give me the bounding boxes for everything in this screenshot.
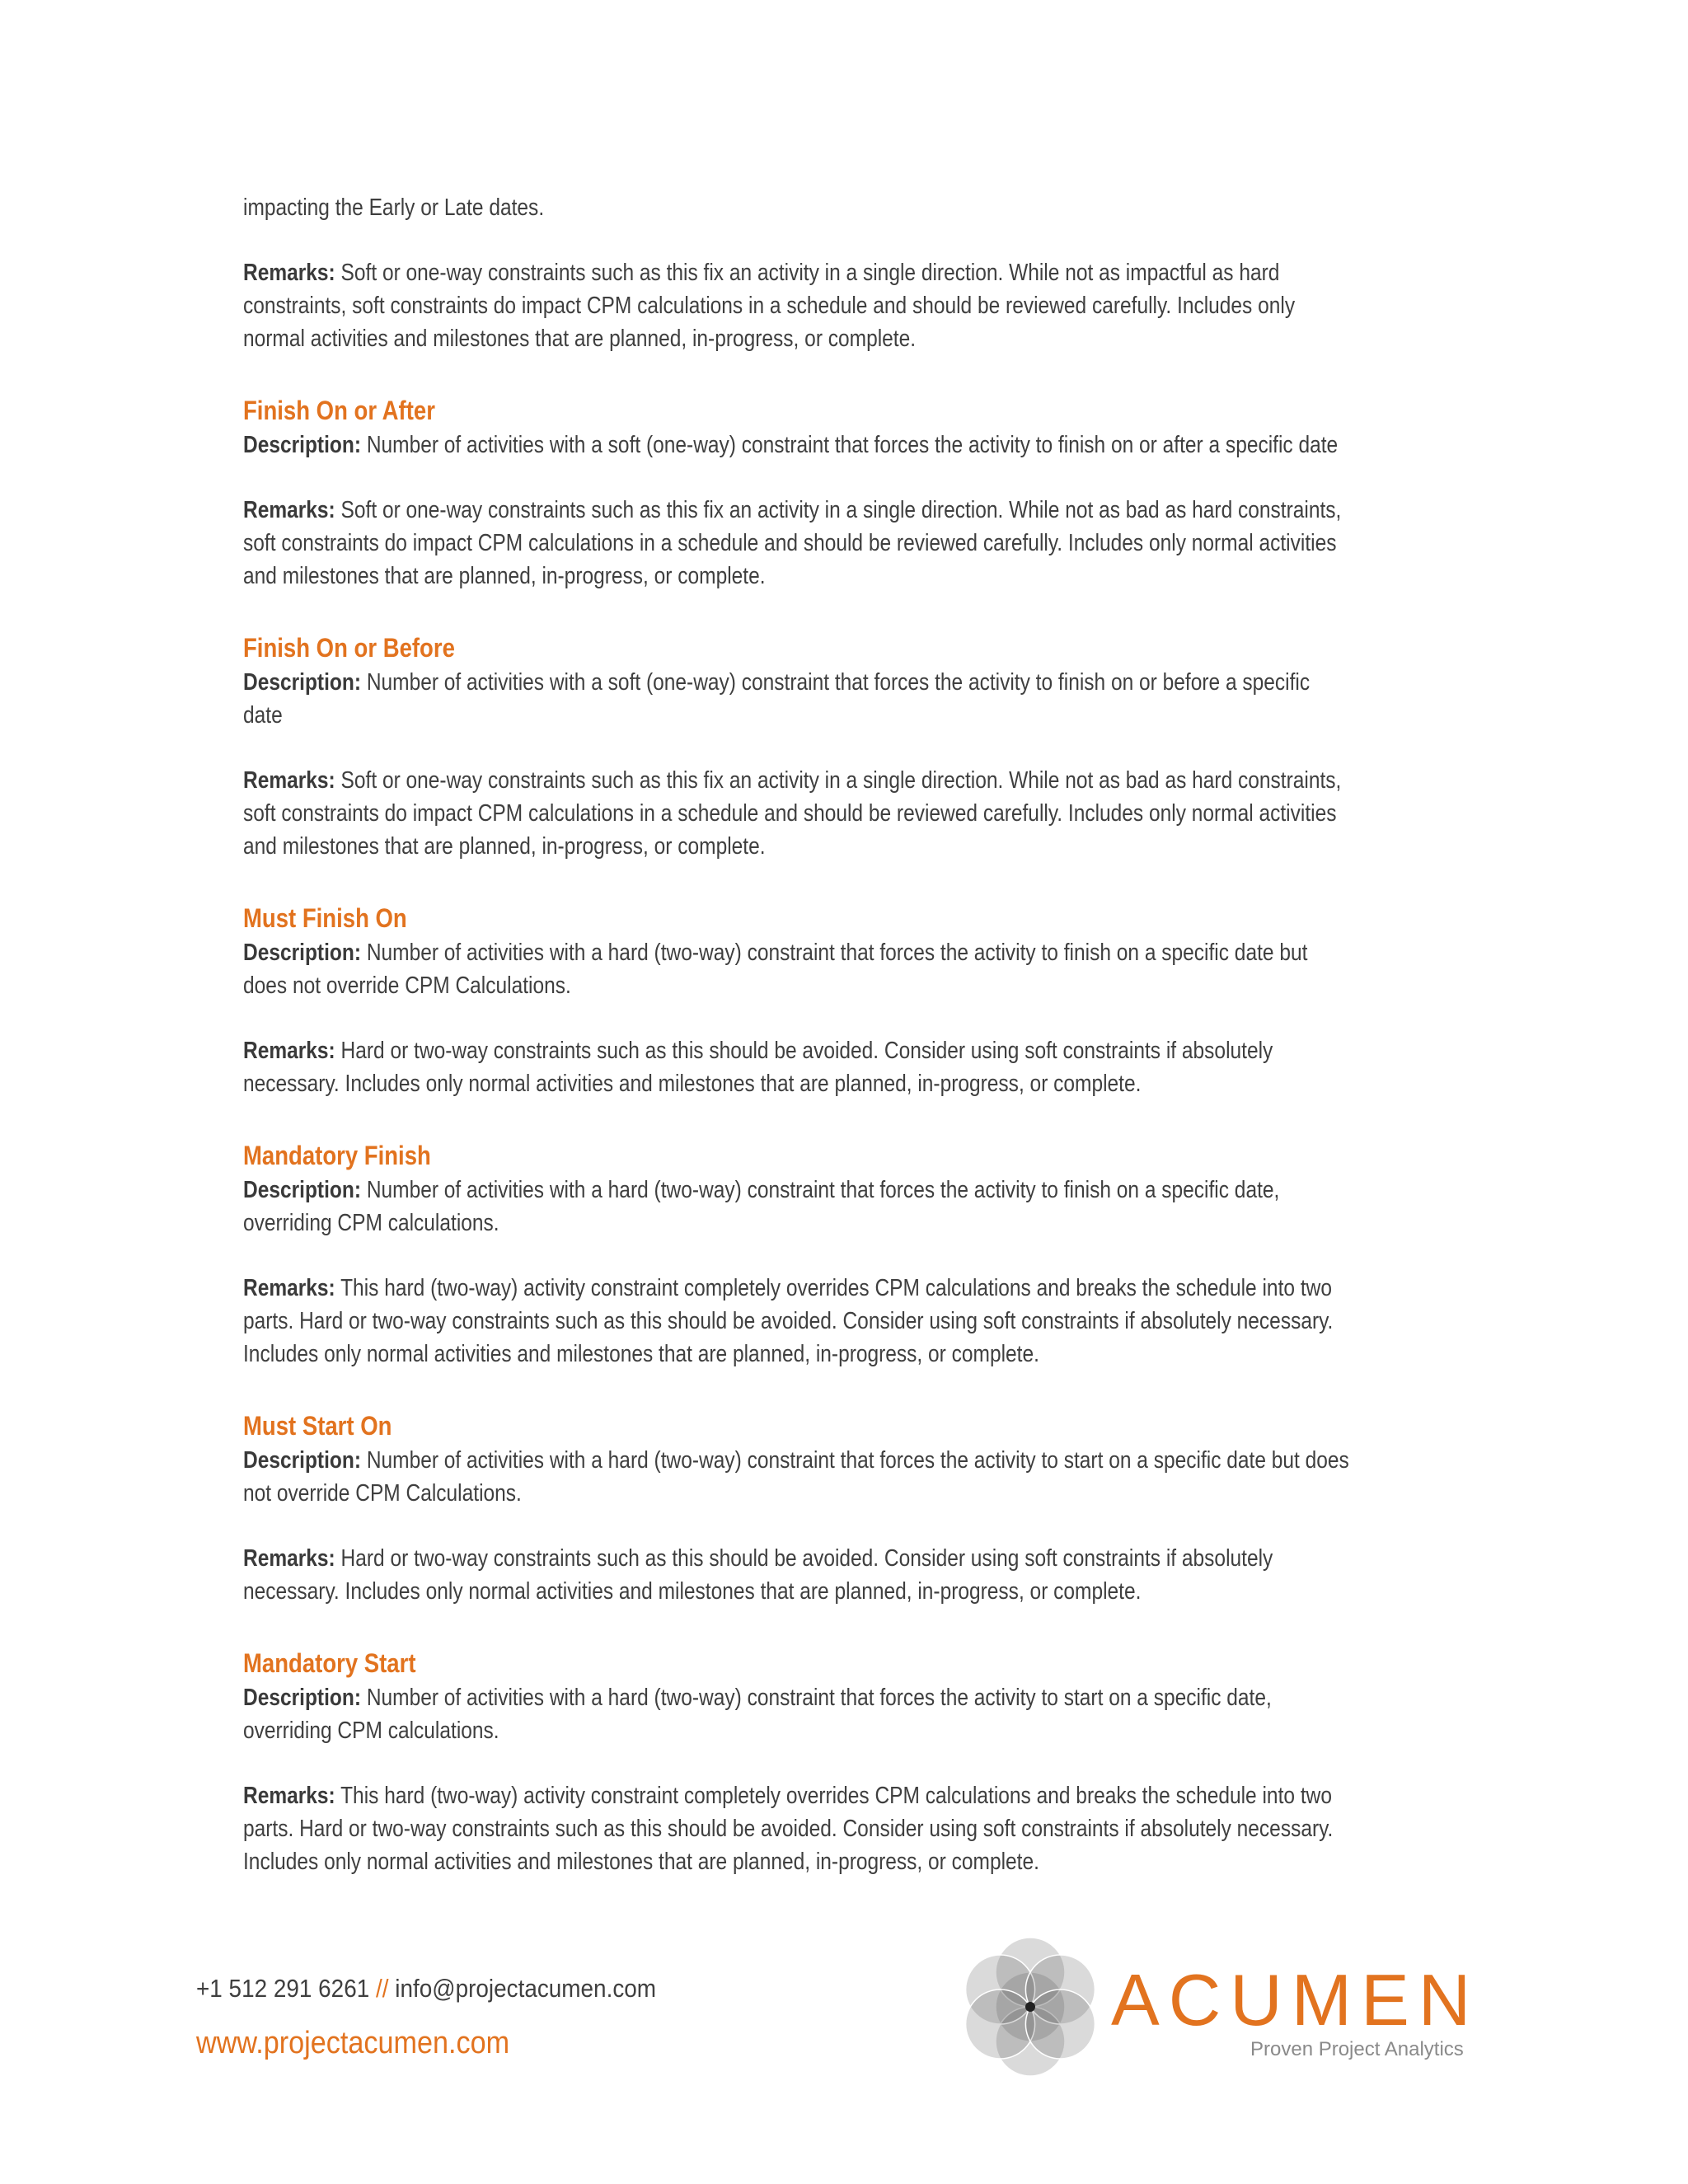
description-label: Description: — [243, 1447, 362, 1474]
intro-continuation: impacting the Early or Late dates. — [243, 194, 545, 221]
section-must-finish-on — [243, 902, 1496, 1100]
section-finish-on-or-after — [243, 394, 1496, 593]
section-remarks: Remarks: This hard (two-way) activity constraint completely overrides CPM calculations and breaks the schedule into two parts. Hard or two-way constraints such as this should be avoided. Consider using soft constraints if absolutely necessary. Includes only normal activities and milestones that are planned, in-progress, or complete. — [243, 1783, 1334, 1875]
section-mandatory-start — [243, 1647, 1496, 1878]
footer-email-link[interactable]: info@projectacumen.com — [395, 1974, 657, 2003]
section-description: Description: Number of activities with a hard (two-way) constraint that forces the activity to finish on a specific date but does not override CPM Calculations. — [243, 940, 1308, 999]
section-description: Description: Number of activities with a hard (two-way) constraint that forces the activity to start on a specific date, overriding CPM calculations. — [243, 1685, 1272, 1744]
description-label: Description: — [243, 1177, 362, 1203]
section-title: Mandatory Start — [243, 1648, 416, 1678]
section-finish-on-or-before — [243, 631, 1496, 863]
remarks-label: Remarks: — [243, 767, 335, 794]
remarks-label: Remarks: — [243, 497, 335, 523]
flower-of-life-logo-icon — [956, 1933, 1104, 2081]
section-description: Description: Number of activities with a hard (two-way) constraint that forces the activity to start on a specific date but does not override CPM Calculations. — [243, 1447, 1349, 1507]
remarks-label: Remarks: — [243, 1545, 335, 1572]
footer-separator: // — [375, 1974, 389, 2003]
section-description: Description: Number of activities with a soft (one-way) constraint that forces the activity to finish on or before a specific date — [243, 669, 1311, 729]
intro-remarks: Remarks: Soft or one-way constraints such as this fix an activity in a single direction. While not as impactful as hard constraints, soft constraints do impact CPM calculations in a schedule and should be reviewed carefully. Includes only normal activities and milestones that are planned, in-progress, or complete. — [243, 260, 1296, 352]
remarks-label: Remarks: — [243, 1275, 335, 1301]
section-title: Mandatory Finish — [243, 1141, 431, 1170]
section-must-start-on — [243, 1409, 1496, 1608]
footer-website-link[interactable]: www.projectacumen.com — [196, 2026, 510, 2060]
intro-block — [243, 191, 1496, 355]
section-title: Must Start On — [243, 1411, 392, 1441]
description-label: Description: — [243, 432, 362, 458]
brand-name: ACUMEN — [1111, 1959, 1480, 2041]
remarks-label: Remarks: — [243, 1038, 335, 1064]
section-title: Finish On or Before — [243, 633, 455, 663]
remarks-label: Remarks: — [243, 260, 335, 286]
footer-contact — [196, 1972, 656, 2005]
section-remarks: Remarks: Hard or two-way constraints such as this should be avoided. Consider using soft constraints if absolutely necessary. Includes only normal activities and milestones that are planned, in-progress, or complete. — [243, 1545, 1273, 1605]
section-remarks: Remarks: Soft or one-way constraints such as this fix an activity in a single direction. While not as bad as hard constraints, soft constraints do impact CPM calculations in a schedule and should be reviewed carefully. Includes only normal activities and milestones that are planned, in-progress, or complete. — [243, 497, 1342, 589]
description-label: Description: — [243, 669, 362, 696]
brand-tagline: Proven Project Analytics — [1250, 2038, 1464, 2060]
section-remarks: Remarks: Hard or two-way constraints such as this should be avoided. Consider using soft constraints if absolutely necessary. Includes only normal activities and milestones that are planned, in-progress, or complete. — [243, 1038, 1273, 1097]
section-description: Description: Number of activities with a hard (two-way) constraint that forces the activity to finish on a specific date, overriding CPM calculations. — [243, 1177, 1280, 1236]
description-label: Description: — [243, 1685, 362, 1711]
footer-phone[interactable]: +1 512 291 6261 — [196, 1974, 370, 2003]
section-description: Description: Number of activities with a soft (one-way) constraint that forces the activity to finish on or after a specific date — [243, 432, 1339, 458]
section-title: Finish On or After — [243, 396, 435, 425]
section-remarks: Remarks: This hard (two-way) activity constraint completely overrides CPM calculations and breaks the schedule into two parts. Hard or two-way constraints such as this should be avoided. Consider using soft constraints if absolutely necessary. Includes only normal activities and milestones that are planned, in-progress, or complete. — [243, 1275, 1334, 1367]
remarks-label: Remarks: — [243, 1783, 335, 1809]
document-body — [243, 191, 1496, 1878]
description-label: Description: — [243, 940, 362, 966]
section-mandatory-finish — [243, 1139, 1496, 1371]
section-remarks: Remarks: Soft or one-way constraints such as this fix an activity in a single direction. While not as bad as hard constraints, soft constraints do impact CPM calculations in a schedule and should be reviewed carefully. Includes only normal activities and milestones that are planned, in-progress, or complete. — [243, 767, 1342, 860]
section-title: Must Finish On — [243, 903, 407, 933]
